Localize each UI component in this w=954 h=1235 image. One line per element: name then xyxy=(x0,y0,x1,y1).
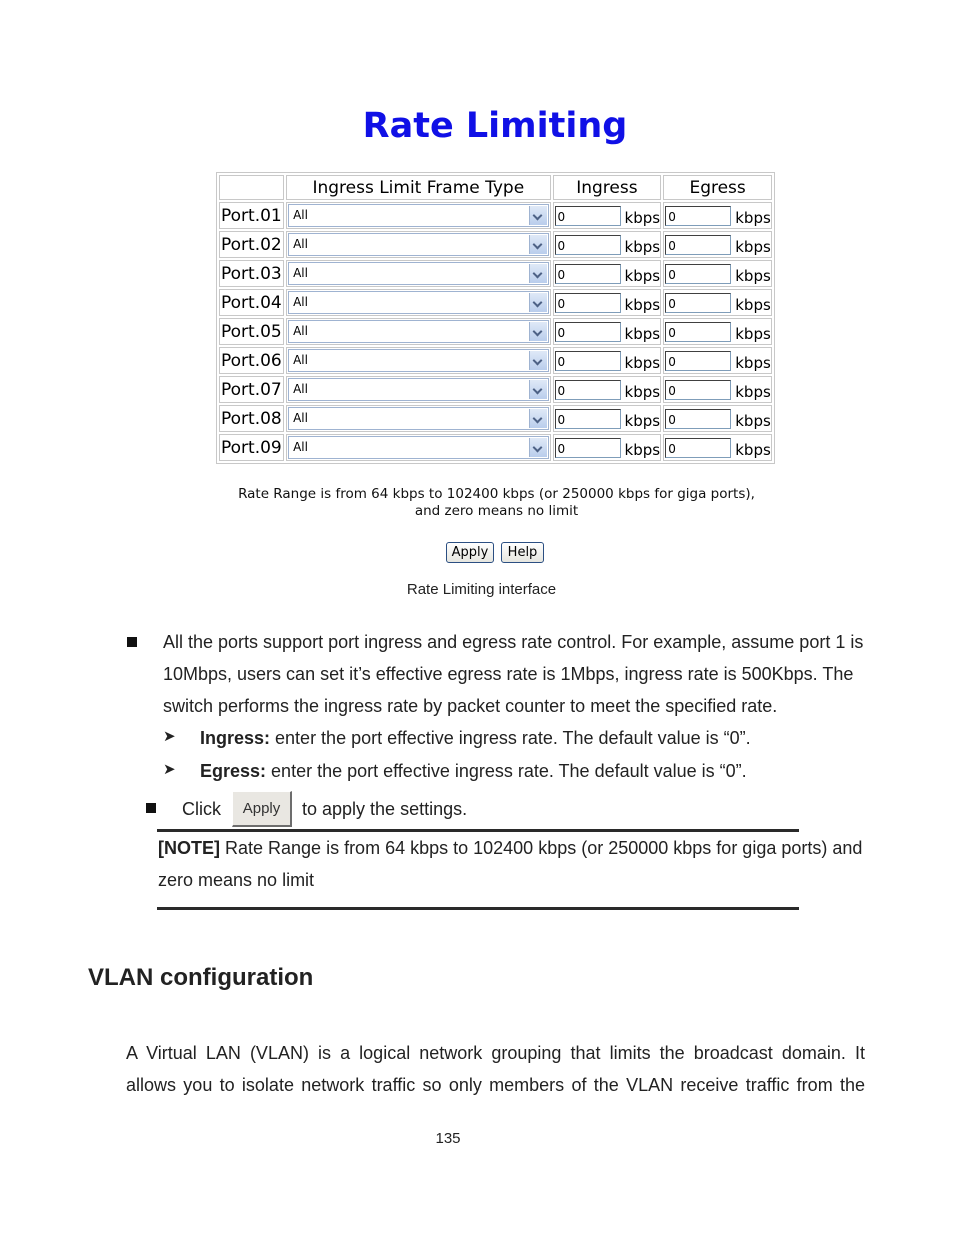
egress-term: Egress: xyxy=(200,761,267,781)
frame-type-value: All xyxy=(293,266,308,280)
frame-type-select[interactable] xyxy=(288,204,548,227)
ingress-cell xyxy=(553,202,662,229)
apply-button[interactable]: Apply xyxy=(446,542,494,563)
table-row xyxy=(219,260,772,287)
ingress-input[interactable]: 0 xyxy=(555,264,621,284)
chevron-down-icon[interactable] xyxy=(529,409,547,428)
egress-text: enter the port effective ingress rate. The default value is “0”. xyxy=(266,761,747,781)
ingress-cell xyxy=(553,318,662,345)
ingress-unit: kbps xyxy=(624,353,661,372)
frame-type-cell xyxy=(286,376,550,403)
chevron-down-icon[interactable] xyxy=(529,206,547,225)
frame-type-select[interactable] xyxy=(288,233,548,256)
egress-cell xyxy=(663,231,772,258)
click-text: Click xyxy=(182,799,221,819)
frame-type-cell xyxy=(286,202,550,229)
egress-input[interactable]: 0 xyxy=(665,264,731,284)
ingress-input[interactable]: 0 xyxy=(555,293,621,313)
header-ingress: Ingress xyxy=(553,175,662,200)
ingress-unit: kbps xyxy=(624,208,661,227)
port-label: Port.01 xyxy=(219,202,284,229)
ingress-input[interactable]: 0 xyxy=(555,380,621,400)
egress-unit: kbps xyxy=(735,208,771,227)
frame-type-cell xyxy=(286,347,550,374)
frame-type-cell xyxy=(286,260,550,287)
ingress-cell xyxy=(553,376,662,403)
ingress-text: enter the port effective ingress rate. The default value is “0”. xyxy=(270,728,751,748)
frame-type-select[interactable] xyxy=(288,320,548,343)
chevron-down-icon[interactable] xyxy=(529,235,547,254)
port-label: Port.08 xyxy=(219,405,284,432)
frame-type-select[interactable] xyxy=(288,349,548,372)
apply-instruction-text: to apply the settings. xyxy=(302,799,468,819)
egress-cell xyxy=(663,202,772,229)
frame-type-value: All xyxy=(293,295,308,309)
table-row xyxy=(219,405,772,432)
frame-type-select[interactable] xyxy=(288,436,548,459)
frame-type-select[interactable] xyxy=(288,378,548,401)
frame-type-value: All xyxy=(293,440,308,454)
frame-type-value: All xyxy=(293,237,308,251)
header-frame-type: Ingress Limit Frame Type xyxy=(286,175,550,200)
ingress-cell xyxy=(553,434,662,461)
egress-unit: kbps xyxy=(735,382,771,401)
egress-cell xyxy=(663,318,772,345)
chevron-down-icon[interactable] xyxy=(529,264,547,283)
egress-input[interactable]: 0 xyxy=(665,235,731,255)
frame-type-value: All xyxy=(293,208,308,222)
frame-type-select[interactable] xyxy=(288,262,548,285)
table-row xyxy=(219,318,772,345)
ingress-input[interactable]: 0 xyxy=(555,438,621,458)
ingress-cell xyxy=(553,260,662,287)
egress-input[interactable]: 0 xyxy=(665,351,731,371)
chevron-down-icon[interactable] xyxy=(529,380,547,399)
ingress-unit: kbps xyxy=(624,266,661,285)
rate-range-line-2: and zero means no limit xyxy=(414,503,579,519)
frame-type-cell xyxy=(286,231,550,258)
frame-type-cell xyxy=(286,405,550,432)
chevron-down-icon[interactable] xyxy=(529,351,547,370)
vlan-paragraph xyxy=(126,1037,865,1101)
egress-input[interactable]: 0 xyxy=(665,380,731,400)
arrow-bullet-icon: ➤ xyxy=(163,728,176,745)
square-bullet-icon xyxy=(127,637,137,647)
frame-type-cell xyxy=(286,289,550,316)
egress-cell xyxy=(663,347,772,374)
ingress-cell xyxy=(553,231,662,258)
chevron-down-icon[interactable] xyxy=(529,293,547,312)
rate-limit-table xyxy=(216,172,775,464)
egress-cell xyxy=(663,405,772,432)
egress-unit: kbps xyxy=(735,266,771,285)
vlan-line-1: A Virtual LAN (VLAN) is a logical network grouping that limits the broadcast domain. It xyxy=(126,1043,865,1063)
rate-limiting-title: Rate Limiting xyxy=(362,106,628,146)
table-header-row xyxy=(219,175,772,200)
frame-type-value: All xyxy=(293,324,308,338)
ingress-cell xyxy=(553,289,662,316)
egress-input[interactable]: 0 xyxy=(665,409,731,429)
note-label: [NOTE] xyxy=(158,838,220,858)
frame-type-cell xyxy=(286,318,550,345)
table-row xyxy=(219,202,772,229)
frame-type-value: All xyxy=(293,382,308,396)
note-paragraph xyxy=(158,832,868,896)
ingress-cell xyxy=(553,347,662,374)
rate-range-line-1: Rate Range is from 64 kbps to 102400 kbps (or 250000 kbps for giga ports), xyxy=(238,486,755,502)
table-row xyxy=(219,231,772,258)
port-label: Port.02 xyxy=(219,231,284,258)
ingress-unit: kbps xyxy=(624,440,661,459)
ingress-input[interactable]: 0 xyxy=(555,322,621,342)
page-number: 135 xyxy=(435,1130,461,1147)
egress-cell xyxy=(663,260,772,287)
ingress-input[interactable]: 0 xyxy=(555,235,621,255)
help-button[interactable]: Help xyxy=(501,542,544,563)
table-row xyxy=(219,347,772,374)
egress-cell xyxy=(663,376,772,403)
frame-type-value: All xyxy=(293,353,308,367)
egress-input[interactable]: 0 xyxy=(665,293,731,313)
ingress-input[interactable]: 0 xyxy=(555,206,621,226)
port-label: Port.09 xyxy=(219,434,284,461)
egress-unit: kbps xyxy=(735,295,771,314)
square-bullet-icon xyxy=(146,803,156,813)
egress-unit: kbps xyxy=(735,440,771,459)
chevron-down-icon[interactable] xyxy=(529,322,547,341)
ingress-term: Ingress: xyxy=(200,728,271,748)
bullet-paragraph: All the ports support port ingress and egress rate control. For example, assume port 1 is 10Mbps, users can set it’s effective egress rate is 1Mbps, ingress rate is 500Kbps. The switch performs the ingress rate by packet counter to meet the specified rate. xyxy=(163,632,864,716)
port-label: Port.07 xyxy=(219,376,284,403)
frame-type-select[interactable] xyxy=(288,291,548,314)
egress-unit: kbps xyxy=(735,353,771,372)
ingress-description xyxy=(200,722,751,754)
egress-cell xyxy=(663,289,772,316)
apply-button-illustration: Apply xyxy=(232,791,292,827)
ingress-input[interactable]: 0 xyxy=(555,351,621,371)
ingress-unit: kbps xyxy=(624,382,661,401)
ingress-cell xyxy=(553,405,662,432)
egress-input[interactable]: 0 xyxy=(665,322,731,342)
port-label: Port.06 xyxy=(219,347,284,374)
section-heading: VLAN configuration xyxy=(88,964,314,991)
egress-input[interactable]: 0 xyxy=(665,438,731,458)
egress-input[interactable]: 0 xyxy=(665,206,731,226)
header-port xyxy=(219,175,284,200)
egress-unit: kbps xyxy=(735,324,771,343)
table-row xyxy=(219,289,772,316)
egress-description xyxy=(200,755,747,787)
egress-cell xyxy=(663,434,772,461)
port-label: Port.05 xyxy=(219,318,284,345)
ingress-unit: kbps xyxy=(624,295,661,314)
rate-range-note xyxy=(0,486,954,520)
ingress-unit: kbps xyxy=(624,411,661,430)
header-egress: Egress xyxy=(663,175,772,200)
egress-unit: kbps xyxy=(735,237,771,256)
frame-type-cell xyxy=(286,434,550,461)
figure-caption: Rate Limiting interface xyxy=(406,581,557,598)
frame-type-select[interactable] xyxy=(288,407,548,430)
ingress-input[interactable]: 0 xyxy=(555,409,621,429)
chevron-down-icon[interactable] xyxy=(529,438,547,457)
port-label: Port.03 xyxy=(219,260,284,287)
port-label: Port.04 xyxy=(219,289,284,316)
vlan-line-2: allows you to isolate network traffic so only members of the VLAN receive traffic from the xyxy=(126,1075,865,1095)
table-row xyxy=(219,434,772,461)
ingress-unit: kbps xyxy=(624,324,661,343)
divider xyxy=(157,907,799,910)
ingress-unit: kbps xyxy=(624,237,661,256)
note-text: Rate Range is from 64 kbps to 102400 kbps (or 250000 kbps for giga ports) and zero means no limit xyxy=(158,838,863,890)
arrow-bullet-icon: ➤ xyxy=(163,761,176,778)
table-row xyxy=(219,376,772,403)
egress-unit: kbps xyxy=(735,411,771,430)
frame-type-value: All xyxy=(293,411,308,425)
